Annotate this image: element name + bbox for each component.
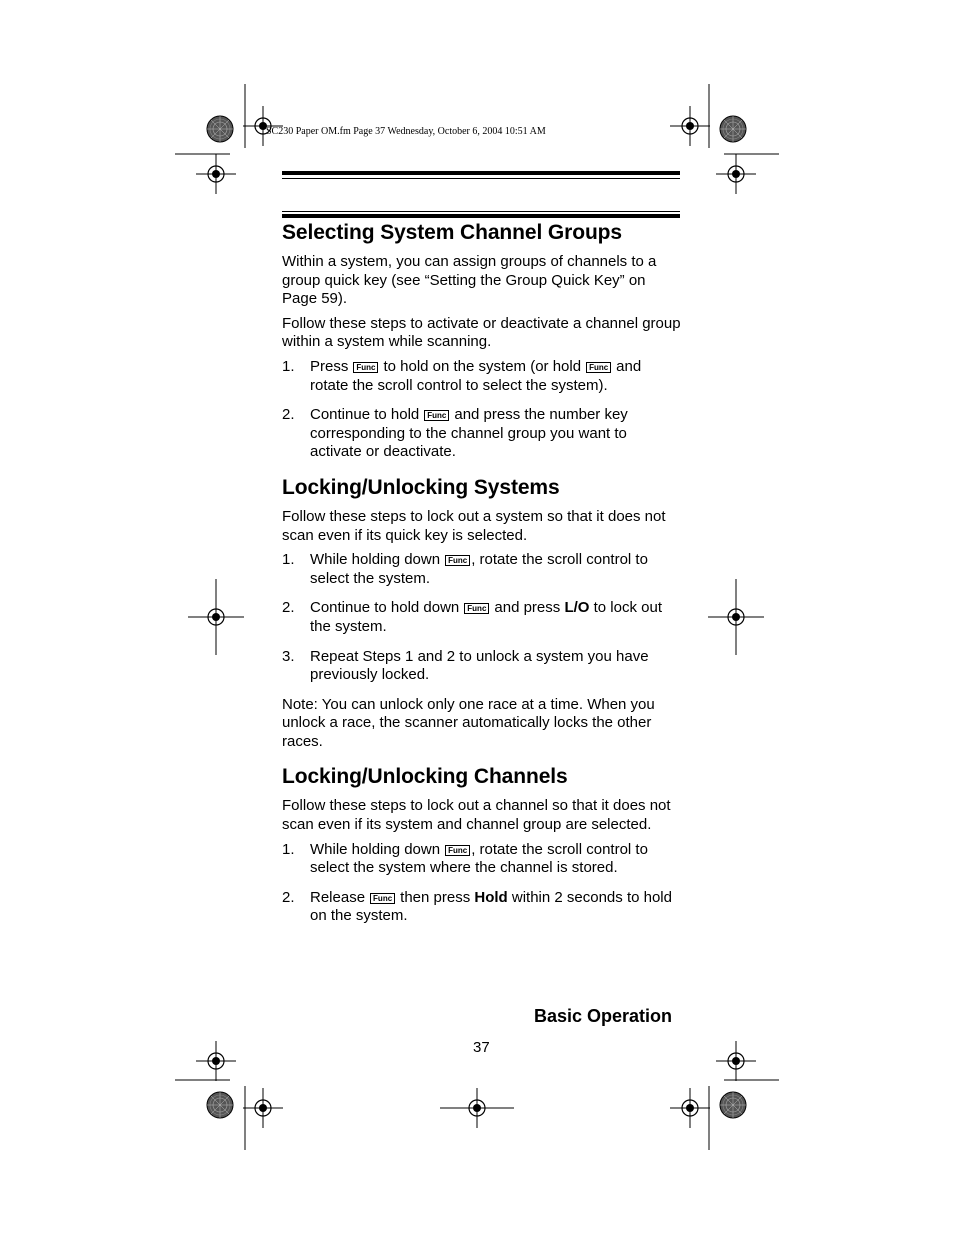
crosshair-mark bbox=[670, 1088, 710, 1128]
crosshair-mark bbox=[196, 154, 236, 194]
starburst-mark-top-right bbox=[720, 116, 746, 142]
section-title-locking-systems: Locking/Unlocking Systems bbox=[282, 475, 560, 499]
step-number: 2. bbox=[282, 406, 295, 424]
step-text: , rotate the scroll control to select the system where the channel is stored. bbox=[310, 840, 648, 877]
step-text: Continue to hold bbox=[310, 406, 420, 424]
section-title-locking-channels: Locking/Unlocking Channels bbox=[282, 765, 568, 789]
lo-key-label: L/O bbox=[564, 599, 590, 617]
step-item bbox=[282, 889, 682, 926]
footer-section-title: Basic Operation bbox=[534, 1006, 673, 1026]
starburst-mark-top-left bbox=[207, 116, 233, 142]
paragraph: Follow these steps to activate or deactivate a channel group within a system while scanning. bbox=[282, 314, 681, 351]
step-text: and press the number key corresponding to the channel group you want to activate or deactivate. bbox=[310, 406, 628, 461]
paragraph: Follow these steps to lock out a channel so that it does not scan even if its system and channel group are selected. bbox=[282, 797, 671, 834]
section-rule-thick bbox=[282, 214, 680, 218]
func-key-icon: Func bbox=[370, 893, 395, 904]
step-text: and rotate the scroll control to select the system). bbox=[310, 357, 642, 394]
step-number: 3. bbox=[282, 647, 295, 665]
func-key-icon: Func bbox=[586, 362, 611, 373]
step-text: While holding down bbox=[310, 551, 441, 569]
func-key-icon: Func bbox=[445, 555, 470, 566]
func-key-icon: Func bbox=[353, 362, 378, 373]
step-text: Press bbox=[310, 357, 349, 375]
step-item bbox=[282, 599, 682, 636]
crosshair-mark bbox=[243, 1088, 283, 1128]
note: Note: You can unlock only one race at a time. When you unlock a race, the scanner automatically locks the other races. bbox=[282, 695, 655, 750]
crosshair-mark bbox=[716, 154, 756, 194]
step-number: 1. bbox=[282, 551, 295, 569]
section-title-channel-groups: Selecting System Channel Groups bbox=[282, 221, 622, 244]
paragraph: Follow these steps to lock out a system so that it does not scan even if its quick key is selected. bbox=[282, 507, 666, 544]
step-item bbox=[282, 648, 682, 685]
step-item bbox=[282, 406, 682, 462]
step-number: 2. bbox=[282, 888, 295, 906]
step-text: Release bbox=[310, 888, 366, 906]
file-info-header: SC230 Paper OM.fm Page 37 Wednesday, October 6, 2004 10:51 AM bbox=[266, 126, 546, 137]
step-text: and press bbox=[494, 599, 561, 617]
crosshair-mark bbox=[196, 1041, 236, 1081]
starburst-mark-bottom-left bbox=[207, 1092, 233, 1118]
page-content bbox=[282, 220, 682, 926]
crosshair-mark bbox=[670, 106, 710, 146]
step-number: 2. bbox=[282, 599, 295, 617]
func-key-icon: Func bbox=[424, 410, 449, 421]
step-text: Continue to hold down bbox=[310, 599, 460, 617]
hold-key-label: Hold bbox=[474, 888, 508, 906]
step-number: 1. bbox=[282, 840, 295, 858]
top-rule-thick bbox=[282, 171, 680, 175]
step-text: then press bbox=[400, 888, 471, 906]
step-text: to hold on the system (or hold bbox=[383, 357, 582, 375]
step-item bbox=[282, 551, 682, 588]
page-number: 37 bbox=[473, 1039, 490, 1056]
section-rule-thin bbox=[282, 211, 680, 212]
step-text: While holding down bbox=[310, 840, 441, 858]
top-rule-thin bbox=[282, 178, 680, 179]
func-key-icon: Func bbox=[445, 845, 470, 856]
step-text: , rotate the scroll control to select the system. bbox=[310, 551, 648, 587]
step-text: Repeat Steps 1 and 2 to unlock a system you have previously locked. bbox=[310, 647, 649, 684]
step-item bbox=[282, 841, 682, 878]
step-text: to lock out the system. bbox=[310, 599, 662, 635]
func-key-icon: Func bbox=[464, 603, 489, 614]
starburst-mark-bottom-right bbox=[720, 1092, 746, 1118]
step-item bbox=[282, 358, 682, 395]
paragraph: Within a system, you can assign groups of channels to a group quick key (see “Setting the Group Quick Key” on Page 59). bbox=[282, 253, 657, 308]
crosshair-mark bbox=[716, 1041, 756, 1081]
step-number: 1. bbox=[282, 357, 295, 375]
step-text: within 2 seconds to hold on the system. bbox=[310, 888, 672, 925]
